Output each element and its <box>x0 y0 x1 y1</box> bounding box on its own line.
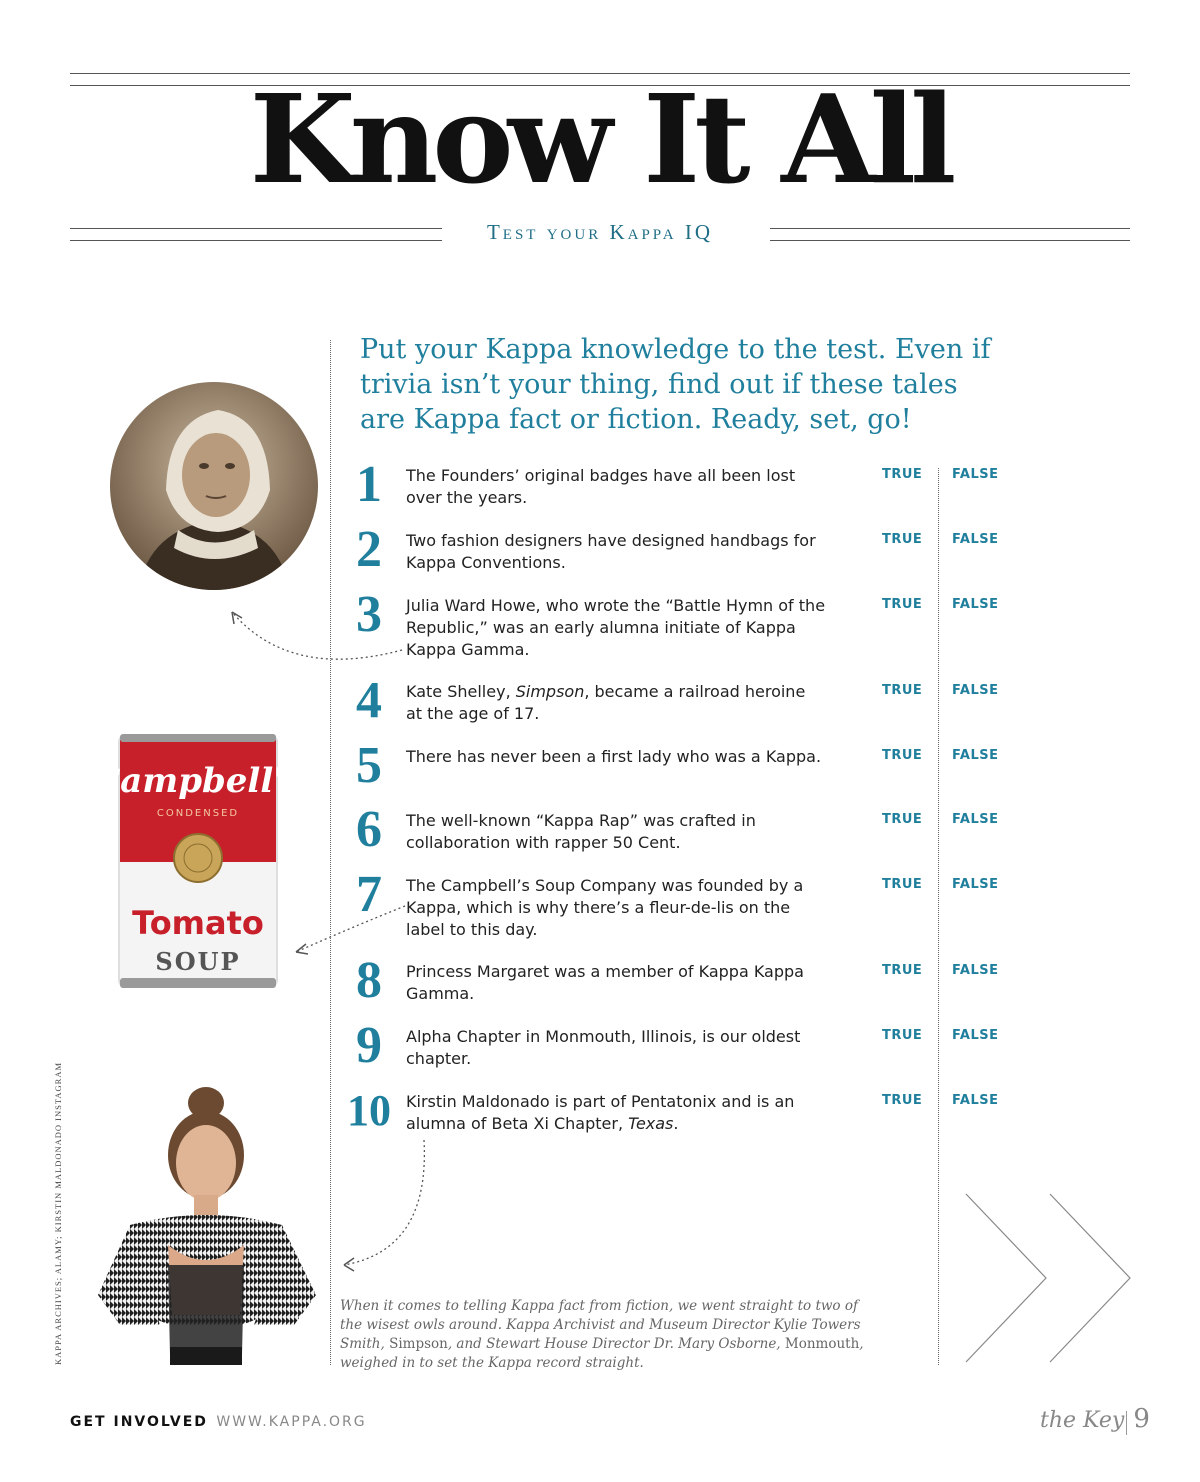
false-option[interactable]: FALSE <box>952 963 999 978</box>
page-number: 9 <box>1133 1404 1150 1434</box>
question-number: 3 <box>356 586 382 643</box>
question-number: 7 <box>356 866 382 923</box>
question-number: 2 <box>356 521 382 578</box>
false-option[interactable]: FALSE <box>952 1028 999 1043</box>
true-option[interactable]: TRUE <box>882 748 923 763</box>
caption-location: Simpson <box>389 1336 448 1352</box>
photo-credit: KAPPA ARCHIVES; ALAMY; KIRSTIN MALDONADO INSTAGRAM <box>53 1061 63 1365</box>
question-number: 1 <box>356 456 382 513</box>
soup-type-label: SOUP <box>155 947 241 976</box>
soup-condensed-label: CONDENSED <box>156 808 240 819</box>
false-option[interactable]: FALSE <box>952 597 999 612</box>
page-title: Know It All <box>249 67 951 211</box>
true-option[interactable]: TRUE <box>882 877 923 892</box>
magazine-logo: the Key <box>1040 1408 1125 1433</box>
page-subtitle: Test your Kappa IQ <box>486 220 714 244</box>
true-option[interactable]: TRUE <box>882 532 923 547</box>
chapter-name: Simpson <box>515 682 585 701</box>
caption-part: , and Stewart House Director Dr. Mary Osborne, <box>447 1336 785 1352</box>
question-text: The Campbell’s Soup Company was founded by a Kappa, which is why there’s a fleur-de-lis on the label to this day. <box>406 876 804 939</box>
true-option[interactable]: TRUE <box>882 1093 923 1108</box>
question-text: Princess Margaret was a member of Kappa Kappa Gamma. <box>406 962 804 1003</box>
caption-text <box>340 1297 880 1373</box>
question-text: There has never been a first lady who was a Kappa. <box>406 747 822 766</box>
question-number: 6 <box>356 801 382 858</box>
question-text: Alpha Chapter in Monmouth, Illinois, is our oldest chapter. <box>406 1027 801 1068</box>
false-option[interactable]: FALSE <box>952 467 999 482</box>
chevron-right-icon <box>960 1190 1140 1370</box>
question-text: Julia Ward Howe, who wrote the “Battle Hymn of the Republic,” was an early alumna initiate of Kappa Kappa Gamma. <box>406 596 826 659</box>
question-text-part: Kate Shelley, <box>406 682 516 701</box>
true-option[interactable]: TRUE <box>882 1028 923 1043</box>
footer-section-label: GET INVOLVED <box>70 1414 208 1430</box>
true-option[interactable]: TRUE <box>882 963 923 978</box>
footer-section <box>70 1414 367 1430</box>
true-option[interactable]: TRUE <box>882 597 923 612</box>
question-number: 9 <box>356 1017 382 1074</box>
caption-part: , weighed in to set the Kappa record straight. <box>340 1336 864 1371</box>
footer-divider <box>1126 1411 1127 1435</box>
false-option[interactable]: FALSE <box>952 812 999 827</box>
question-text: Two fashion designers have designed handbags for Kappa Conventions. <box>406 531 816 572</box>
caption-part: When it comes to telling Kappa fact from fiction, we went straight to two of the wisest owls around. Kappa Archivist and Museum Director Kylie Towers Smith, <box>340 1298 861 1352</box>
question-text-part: Kirstin Maldonado is part of Pentatonix and is an alumna of Beta Xi Chapter, <box>406 1092 795 1133</box>
footer-url-link[interactable]: WWW.KAPPA.ORG <box>216 1414 367 1430</box>
footer-page-info <box>1040 1404 1150 1435</box>
false-option[interactable]: FALSE <box>952 532 999 547</box>
question-text-part: , became a railroad heroine at the age of 17. <box>406 682 806 723</box>
caption-location: Monmouth <box>784 1336 860 1352</box>
false-option[interactable]: FALSE <box>952 748 999 763</box>
question-number: 10 <box>347 1086 391 1135</box>
question-number: 4 <box>356 672 382 729</box>
false-option[interactable]: FALSE <box>952 683 999 698</box>
intro-paragraph: Put your Kappa knowledge to the test. Even if trivia isn’t your thing, find out if these tales are Kappa fact or fiction. Ready, set, go! <box>360 334 991 435</box>
question-number: 8 <box>356 952 382 1009</box>
question-number: 5 <box>356 737 382 794</box>
question-text: The well-known “Kappa Rap” was crafted in collaboration with rapper 50 Cent. <box>406 811 756 852</box>
true-option[interactable]: TRUE <box>882 467 923 482</box>
false-option[interactable]: FALSE <box>952 1093 999 1108</box>
true-option[interactable]: TRUE <box>882 812 923 827</box>
chapter-name: Texas <box>628 1114 674 1133</box>
soup-variety-label: Tomato <box>132 904 264 942</box>
question-text-part: . <box>673 1114 679 1133</box>
question-text: The Founders’ original badges have all been lost over the years. <box>406 466 796 507</box>
soup-brand-label: Campbell's <box>93 761 303 801</box>
false-option[interactable]: FALSE <box>952 877 999 892</box>
true-option[interactable]: TRUE <box>882 683 923 698</box>
